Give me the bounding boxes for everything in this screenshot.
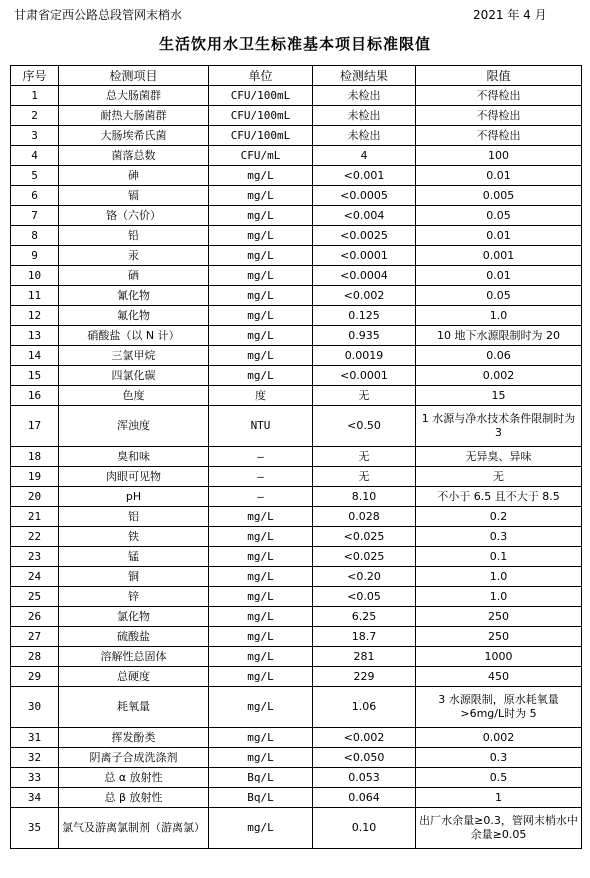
standards-table [10,65,582,849]
cell-no: 35 [11,808,59,849]
cell-item: 硫酸盐 [59,627,209,647]
table-row [11,366,582,386]
cell-limit: 不得检出 [416,126,582,146]
cell-result: 4 [313,146,416,166]
cell-limit: 450 [416,667,582,687]
cell-limit: 0.002 [416,366,582,386]
cell-limit: 不得检出 [416,86,582,106]
cell-limit: 不小于 6.5 且不大于 8.5 [416,487,582,507]
table-row [11,386,582,406]
column-header-unit: 单位 [209,66,313,86]
cell-result: 未检出 [313,106,416,126]
cell-result: <0.001 [313,166,416,186]
table-row [11,246,582,266]
cell-item: 色度 [59,386,209,406]
cell-limit: 0.01 [416,226,582,246]
cell-item: 阴离子合成洗涤剂 [59,748,209,768]
cell-result: <0.0005 [313,186,416,206]
cell-no: 31 [11,728,59,748]
table-row [11,286,582,306]
cell-result: 281 [313,647,416,667]
cell-unit: — [209,467,313,487]
cell-result: 1.06 [313,687,416,728]
cell-item: 浑浊度 [59,406,209,447]
cell-no: 33 [11,768,59,788]
cell-no: 11 [11,286,59,306]
cell-unit: mg/L [209,527,313,547]
cell-limit: 0.06 [416,346,582,366]
cell-result: 6.25 [313,607,416,627]
cell-result: <0.002 [313,728,416,748]
cell-result: <0.20 [313,567,416,587]
cell-no: 24 [11,567,59,587]
cell-result: 0.10 [313,808,416,849]
table-row [11,527,582,547]
column-header-no: 序号 [11,66,59,86]
cell-unit: mg/L [209,647,313,667]
cell-unit: CFU/100mL [209,126,313,146]
cell-unit: mg/L [209,306,313,326]
cell-no: 29 [11,667,59,687]
cell-unit: mg/L [209,567,313,587]
cell-no: 25 [11,587,59,607]
table-row [11,567,582,587]
cell-limit: 15 [416,386,582,406]
cell-no: 8 [11,226,59,246]
table-row [11,226,582,246]
cell-item: 铅 [59,226,209,246]
cell-no: 2 [11,106,59,126]
cell-unit: mg/L [209,547,313,567]
table-row [11,406,582,447]
table-row [11,86,582,106]
table-row [11,467,582,487]
cell-item: 铬（六价） [59,206,209,226]
cell-result: 229 [313,667,416,687]
table-row [11,627,582,647]
table-row [11,607,582,627]
cell-limit: 0.01 [416,166,582,186]
cell-result: <0.0001 [313,366,416,386]
table-row [11,487,582,507]
document-date: 2021 年 4 月 [473,8,547,22]
cell-unit: mg/L [209,808,313,849]
cell-no: 6 [11,186,59,206]
cell-item: 铝 [59,507,209,527]
cell-no: 18 [11,447,59,467]
cell-unit: mg/L [209,728,313,748]
cell-limit: 无异臭、异味 [416,447,582,467]
cell-result: <0.0001 [313,246,416,266]
cell-no: 10 [11,266,59,286]
cell-no: 5 [11,166,59,186]
cell-no: 27 [11,627,59,647]
table-row [11,166,582,186]
cell-result: 无 [313,467,416,487]
cell-no: 9 [11,246,59,266]
cell-limit: 0.001 [416,246,582,266]
cell-result: 无 [313,386,416,406]
table-header-row [11,66,582,86]
table-row [11,507,582,527]
table-row [11,667,582,687]
cell-limit: 250 [416,627,582,647]
cell-unit: CFU/mL [209,146,313,166]
cell-unit: — [209,447,313,467]
cell-unit: CFU/100mL [209,106,313,126]
cell-no: 22 [11,527,59,547]
cell-result: 0.028 [313,507,416,527]
cell-item: 锰 [59,547,209,567]
table-row [11,447,582,467]
table-row [11,266,582,286]
cell-no: 12 [11,306,59,326]
cell-no: 26 [11,607,59,627]
cell-unit: CFU/100mL [209,86,313,106]
cell-result: 无 [313,447,416,467]
table-row [11,346,582,366]
cell-item: 硒 [59,266,209,286]
cell-item: 氰化物 [59,286,209,306]
cell-item: 耗氧量 [59,687,209,728]
cell-item: 总大肠菌群 [59,86,209,106]
cell-result: <0.050 [313,748,416,768]
cell-unit: mg/L [209,226,313,246]
cell-unit: 度 [209,386,313,406]
cell-item: 镉 [59,186,209,206]
table-row [11,808,582,849]
cell-unit: mg/L [209,366,313,386]
cell-no: 13 [11,326,59,346]
cell-unit: mg/L [209,687,313,728]
cell-unit: mg/L [209,627,313,647]
table-row [11,206,582,226]
cell-unit: mg/L [209,667,313,687]
cell-result: <0.0025 [313,226,416,246]
cell-result: 0.053 [313,768,416,788]
cell-no: 30 [11,687,59,728]
table-row [11,547,582,567]
cell-result: 8.10 [313,487,416,507]
table-row [11,146,582,166]
cell-unit: mg/L [209,748,313,768]
table-row [11,788,582,808]
document-source: 甘肃省定西公路总段管网末梢水 [14,8,183,22]
cell-no: 14 [11,346,59,366]
cell-result: 18.7 [313,627,416,647]
cell-limit: 0.1 [416,547,582,567]
cell-item: 氯气及游离氯制剂（游离氯） [59,808,209,849]
cell-limit: 0.2 [416,507,582,527]
cell-limit: 3 水源限制，原水耗氧量>6mg/L时为 5 [416,687,582,728]
cell-limit: 100 [416,146,582,166]
cell-limit: 1.0 [416,567,582,587]
cell-item: 氟化物 [59,306,209,326]
cell-limit: 0.01 [416,266,582,286]
cell-no: 34 [11,788,59,808]
table-body [11,86,582,849]
cell-result: <0.002 [313,286,416,306]
cell-item: 砷 [59,166,209,186]
cell-item: 汞 [59,246,209,266]
cell-unit: mg/L [209,507,313,527]
cell-item: 总 α 放射性 [59,768,209,788]
cell-result: <0.025 [313,547,416,567]
cell-limit: 无 [416,467,582,487]
table-row [11,106,582,126]
cell-unit: mg/L [209,326,313,346]
cell-item: 总硬度 [59,667,209,687]
cell-limit: 出厂水余量≥0.3，管网末梢水中余量≥0.05 [416,808,582,849]
table-row [11,748,582,768]
cell-result: <0.004 [313,206,416,226]
table-row [11,728,582,748]
cell-no: 21 [11,507,59,527]
cell-item: 硝酸盐（以 N 计） [59,326,209,346]
cell-unit: mg/L [209,587,313,607]
cell-unit: mg/L [209,166,313,186]
cell-limit: 不得检出 [416,106,582,126]
cell-result: 0.125 [313,306,416,326]
table-row [11,687,582,728]
cell-item: 溶解性总固体 [59,647,209,667]
table-row [11,768,582,788]
cell-result: <0.0004 [313,266,416,286]
cell-no: 19 [11,467,59,487]
cell-limit: 1.0 [416,587,582,607]
cell-item: 三氯甲烷 [59,346,209,366]
cell-no: 15 [11,366,59,386]
cell-unit: mg/L [209,286,313,306]
cell-no: 7 [11,206,59,226]
cell-limit: 1 [416,788,582,808]
cell-no: 17 [11,406,59,447]
cell-no: 32 [11,748,59,768]
cell-limit: 0.005 [416,186,582,206]
cell-limit: 0.05 [416,286,582,306]
table-row [11,326,582,346]
cell-result: 0.935 [313,326,416,346]
table-row [11,306,582,326]
cell-item: 铜 [59,567,209,587]
column-header-result: 检测结果 [313,66,416,86]
table-row [11,186,582,206]
table-row [11,647,582,667]
cell-no: 4 [11,146,59,166]
cell-unit: mg/L [209,246,313,266]
cell-unit: mg/L [209,266,313,286]
cell-unit: NTU [209,406,313,447]
cell-unit: Bq/L [209,768,313,788]
cell-no: 3 [11,126,59,146]
cell-limit: 0.002 [416,728,582,748]
cell-item: 耐热大肠菌群 [59,106,209,126]
page-title: 生活饮用水卫生标准基本项目标准限值 [158,35,431,53]
cell-item: 四氯化碳 [59,366,209,386]
table-row [11,126,582,146]
cell-no: 16 [11,386,59,406]
cell-no: 28 [11,647,59,667]
cell-item: 菌落总数 [59,146,209,166]
cell-limit: 250 [416,607,582,627]
cell-item: 锌 [59,587,209,607]
cell-unit: Bq/L [209,788,313,808]
cell-limit: 0.05 [416,206,582,226]
cell-unit: mg/L [209,607,313,627]
cell-limit: 0.3 [416,527,582,547]
cell-item: 总 β 放射性 [59,788,209,808]
cell-item: 臭和味 [59,447,209,467]
cell-item: 肉眼可见物 [59,467,209,487]
column-header-item: 检测项目 [59,66,209,86]
cell-no: 1 [11,86,59,106]
cell-no: 20 [11,487,59,507]
cell-item: 大肠埃希氏菌 [59,126,209,146]
cell-unit: mg/L [209,346,313,366]
cell-unit: mg/L [209,186,313,206]
cell-limit: 0.3 [416,748,582,768]
cell-item: 铁 [59,527,209,547]
cell-limit: 0.5 [416,768,582,788]
table-row [11,587,582,607]
cell-result: <0.025 [313,527,416,547]
cell-limit: 1 水源与净水技术条件限制时为 3 [416,406,582,447]
cell-limit: 1000 [416,647,582,667]
cell-limit: 10 地下水源限制时为 20 [416,326,582,346]
column-header-limit: 限值 [416,66,582,86]
cell-result: 未检出 [313,126,416,146]
cell-item: pH [59,487,209,507]
cell-result: 0.064 [313,788,416,808]
cell-unit: — [209,487,313,507]
cell-limit: 1.0 [416,306,582,326]
cell-result: 0.0019 [313,346,416,366]
cell-result: <0.50 [313,406,416,447]
cell-item: 氯化物 [59,607,209,627]
cell-result: 未检出 [313,86,416,106]
cell-item: 挥发酚类 [59,728,209,748]
cell-no: 23 [11,547,59,567]
cell-result: <0.05 [313,587,416,607]
cell-unit: mg/L [209,206,313,226]
